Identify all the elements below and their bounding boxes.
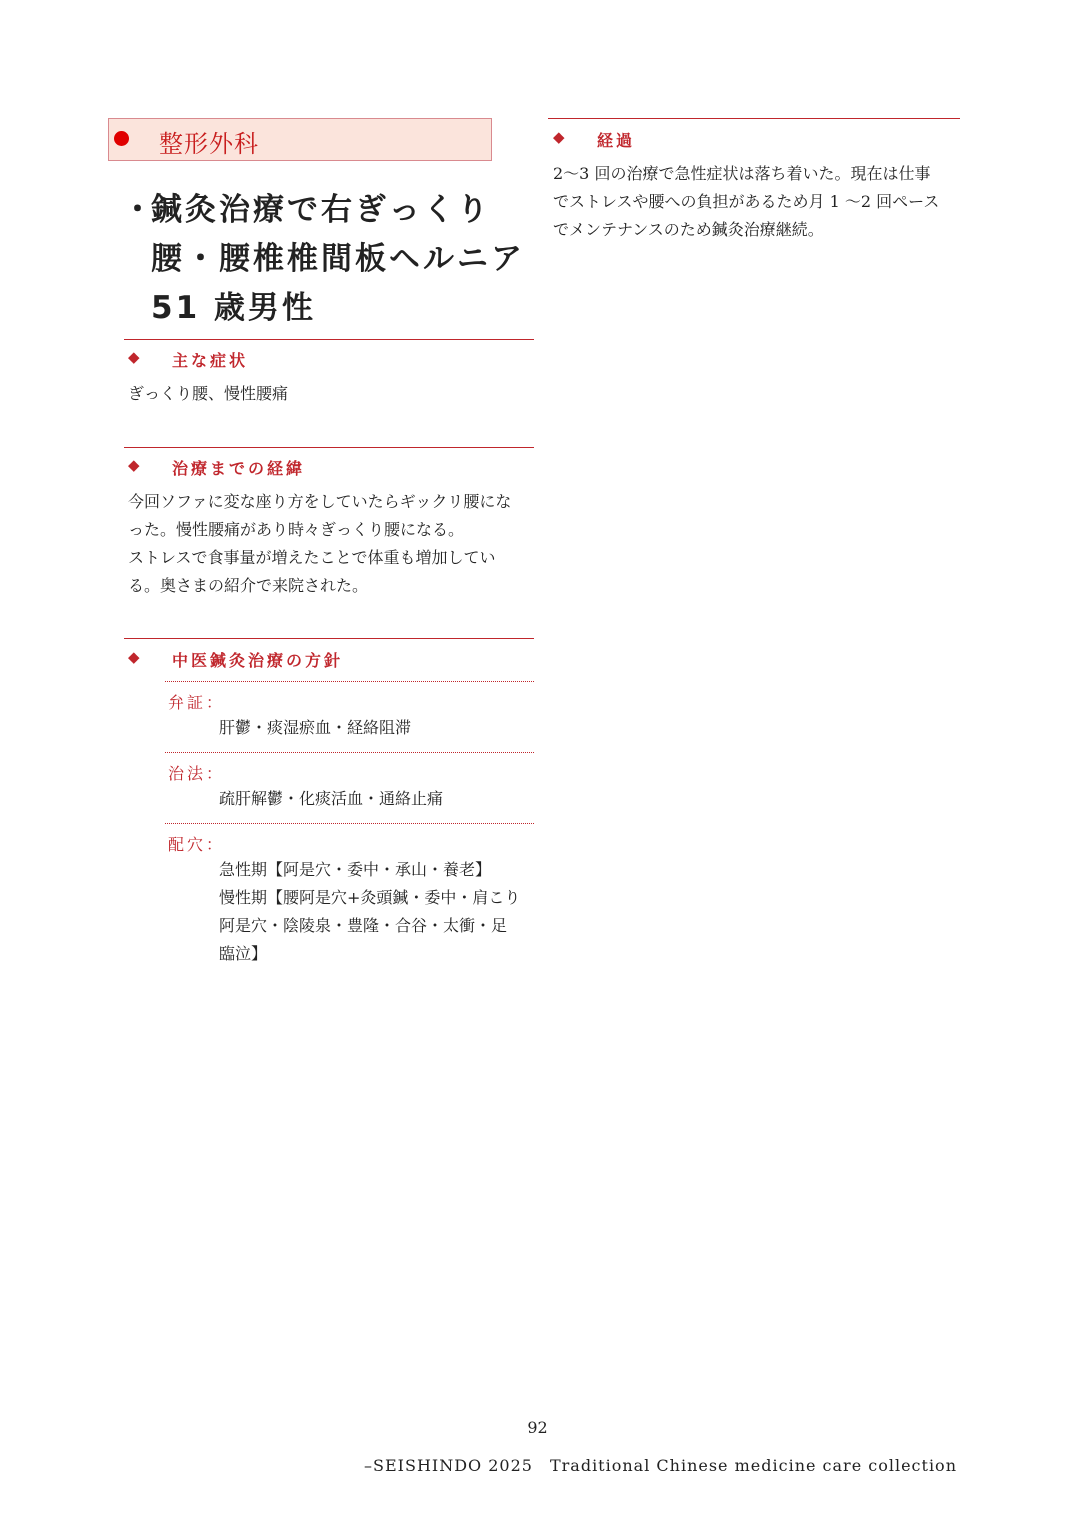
text-line: でストレスや腰への負担があるため月 1 〜2 回ペース: [553, 192, 940, 211]
text-line: 阿是穴・陰陵泉・豊隆・合谷・太衝・足: [219, 916, 508, 935]
section-heading-text: 治療までの経緯: [172, 459, 306, 478]
points-label: 配穴：: [168, 835, 226, 854]
progress-text: [553, 160, 963, 244]
title-line: 腰・腰椎椎間板ヘルニア: [151, 241, 525, 277]
section-divider: [124, 638, 534, 639]
text-line: でメンテナンスのため鍼灸治療継続。: [553, 220, 824, 239]
title-line: 鍼灸治療で右ぎっくり: [151, 192, 491, 228]
title-line: 51 歳男性: [151, 290, 316, 326]
text-line: 2〜3 回の治療で急性症状は落ち着いた。現在は仕事: [553, 164, 931, 183]
diamond-icon: ◆: [128, 648, 143, 666]
section-heading-text: 主な症状: [172, 351, 249, 370]
text-line: 慢性期【腰阿是穴+灸頭鍼・委中・肩こり: [219, 888, 521, 907]
points-value: [219, 856, 539, 968]
red-dot-icon: [114, 131, 129, 146]
section-heading-text: 経過: [597, 131, 636, 150]
section-heading-text: 中医鍼灸治療の方針: [172, 651, 344, 670]
diamond-icon: ◆: [128, 348, 143, 366]
category-banner: [108, 118, 492, 161]
dotted-divider: [165, 823, 534, 824]
method-label: 治法：: [168, 764, 226, 783]
section-divider: [548, 118, 960, 119]
footer-credit: –SEISHINDO 2025 Traditional Chinese medicine care collection: [364, 1456, 957, 1475]
text-line: 肝鬱・痰湿瘀血・経絡阻滞: [219, 718, 412, 737]
text-line: ぎっくり腰、慢性腰痛: [128, 384, 289, 403]
text-line: 臨泣】: [219, 944, 268, 963]
category-label: 整形外科: [159, 130, 259, 158]
text-line: 今回ソファに変な座り方をしていたらギックリ腰にな: [128, 492, 512, 511]
case-title: [122, 186, 532, 333]
diagnosis-value: [219, 714, 411, 742]
text-line: ストレスで食事量が増えたことで体重も増加してい: [128, 548, 496, 567]
history-text: [128, 488, 538, 600]
title-bullet: ・: [122, 192, 156, 228]
section-divider: [124, 339, 534, 340]
diamond-icon: ◆: [128, 456, 143, 474]
page-number: 92: [527, 1418, 548, 1437]
text-line: 急性期【阿是穴・委中・承山・養老】: [219, 860, 492, 879]
dotted-divider: [165, 681, 534, 682]
symptoms-text: [128, 380, 538, 408]
diagnosis-label: 弁証：: [168, 693, 226, 712]
section-divider: [124, 447, 534, 448]
text-line: った。慢性腰痛があり時々ぎっくり腰になる。: [128, 520, 465, 539]
dotted-divider: [165, 752, 534, 753]
method-value: [219, 785, 443, 813]
text-line: る。奥さまの紹介で来院された。: [128, 576, 369, 595]
text-line: 疏肝解鬱・化痰活血・通絡止痛: [219, 789, 444, 808]
diamond-icon: ◆: [553, 128, 568, 146]
